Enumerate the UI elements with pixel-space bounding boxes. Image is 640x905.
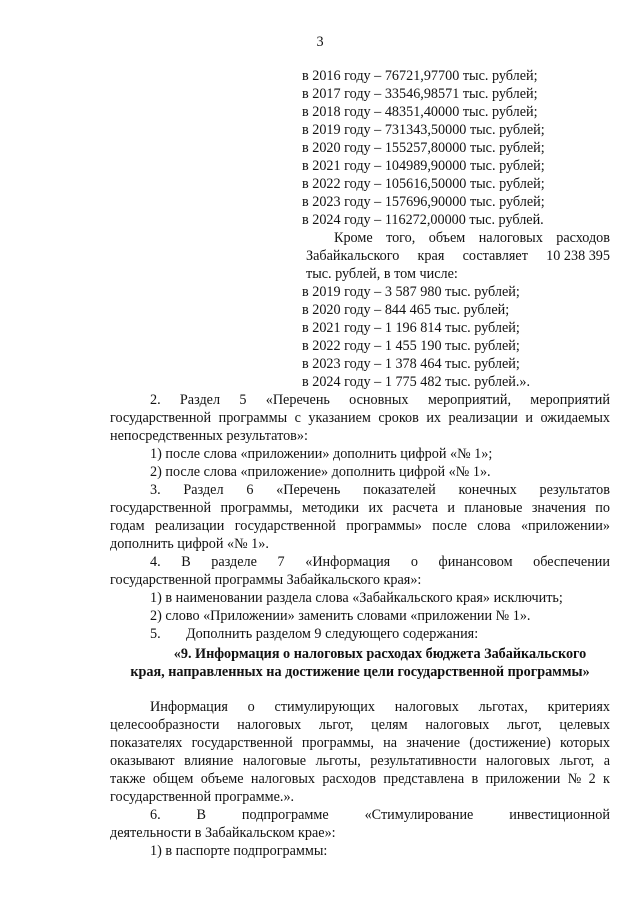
page-number: 3 [316, 34, 324, 50]
item-2-line: 2. Раздел 5 «Перечень основных мероприятий, мероприятий [150, 392, 610, 408]
list-item: в 2023 году – 1 378 464 тыс. рублей; [302, 356, 520, 372]
item-3-line: дополнить цифрой «№ 1». [110, 536, 269, 552]
list-item: в 2020 году – 844 465 тыс. рублей; [302, 302, 510, 318]
list-item: в 2021 году – 104989,90000 тыс. рублей; [302, 158, 545, 174]
section-9-body-line: Информация о стимулирующих налоговых льготах, критериях [150, 699, 610, 715]
section-9-body-line: также общем объеме налоговых расходов представлена в приложении № 2 к [110, 771, 610, 787]
list-item: в 2021 году – 1 196 814 тыс. рублей; [302, 320, 520, 336]
section-9-heading: края, направленных на достижение цели государственной программы» [130, 664, 590, 680]
tax-intro-line: тыс. рублей, в том числе: [306, 266, 458, 282]
item-4-line: 4. В разделе 7 «Информация о финансовом обеспечении [150, 554, 610, 570]
item-4-subitem: 1) в наименовании раздела слова «Забайкальского края» исключить; [150, 590, 563, 606]
item-6-line: деятельности в Забайкальском крае»: [110, 825, 336, 841]
list-item: в 2024 году – 116272,00000 тыс. рублей. [302, 212, 544, 228]
section-9-body-line: показателях государственной программы, на значение (достижение) которых [110, 735, 610, 751]
list-item: в 2022 году – 105616,50000 тыс. рублей; [302, 176, 545, 192]
section-9-body-line: государственной программе.». [110, 789, 295, 805]
item-5-text: Дополнить разделом 9 следующего содержания: [186, 626, 479, 642]
item-3-line: государственной программы, методики их расчета и плановые значения по [110, 500, 610, 516]
item-2-line: непосредственных результатов»: [110, 428, 308, 444]
section-9-body-line: оказывают влияние налоговые льготы, результативности налоговых льгот, а [110, 753, 610, 769]
list-item: в 2020 году – 155257,80000 тыс. рублей; [302, 140, 545, 156]
item-6-line: 6. В подпрограмме «Стимулирование инвестиционной [150, 807, 610, 823]
item-2-subitem: 2) после слова «приложение» дополнить цифрой «№ 1». [150, 464, 491, 480]
item-4-line: государственной программы Забайкальского края»: [110, 572, 422, 588]
section-9-body-line: целесообразности налоговых льгот, целям налоговых льгот, целевых [110, 717, 610, 733]
item-4-subitem: 2) слово «Приложении» заменить словами «приложении № 1». [150, 608, 531, 624]
item-2-line: государственной программы с указанием сроков их реализации и ожидаемых [110, 410, 610, 426]
list-item: в 2024 году – 1 775 482 тыс. рублей.». [302, 374, 531, 390]
list-item: в 2022 году – 1 455 190 тыс. рублей; [302, 338, 520, 354]
item-3-line: 3. Раздел 6 «Перечень показателей конечных результатов [150, 482, 610, 498]
list-item: в 2018 году – 48351,40000 тыс. рублей; [302, 104, 538, 120]
section-9-heading: «9. Информация о налоговых расходах бюджета Забайкальского [173, 646, 587, 662]
list-item: в 2016 году – 76721,97700 тыс. рублей; [302, 68, 538, 84]
tax-intro-line: Кроме того, объем налоговых расходов [334, 230, 610, 246]
list-item: в 2019 году – 3 587 980 тыс. рублей; [302, 284, 520, 300]
item-5-number: 5. [150, 626, 161, 642]
item-2-subitem: 1) после слова «приложении» дополнить цифрой «№ 1»; [150, 446, 493, 462]
item-3-line: годам реализации государственной программы» после слова «приложении» [110, 518, 610, 534]
list-item: в 2023 году – 157696,90000 тыс. рублей; [302, 194, 545, 210]
tax-intro-line: Забайкальского края составляет 10 238 395 [306, 248, 610, 264]
list-item: в 2017 году – 33546,98571 тыс. рублей; [302, 86, 538, 102]
list-item: в 2019 году – 731343,50000 тыс. рублей; [302, 122, 545, 138]
item-6-subitem: 1) в паспорте подпрограммы: [150, 843, 328, 859]
